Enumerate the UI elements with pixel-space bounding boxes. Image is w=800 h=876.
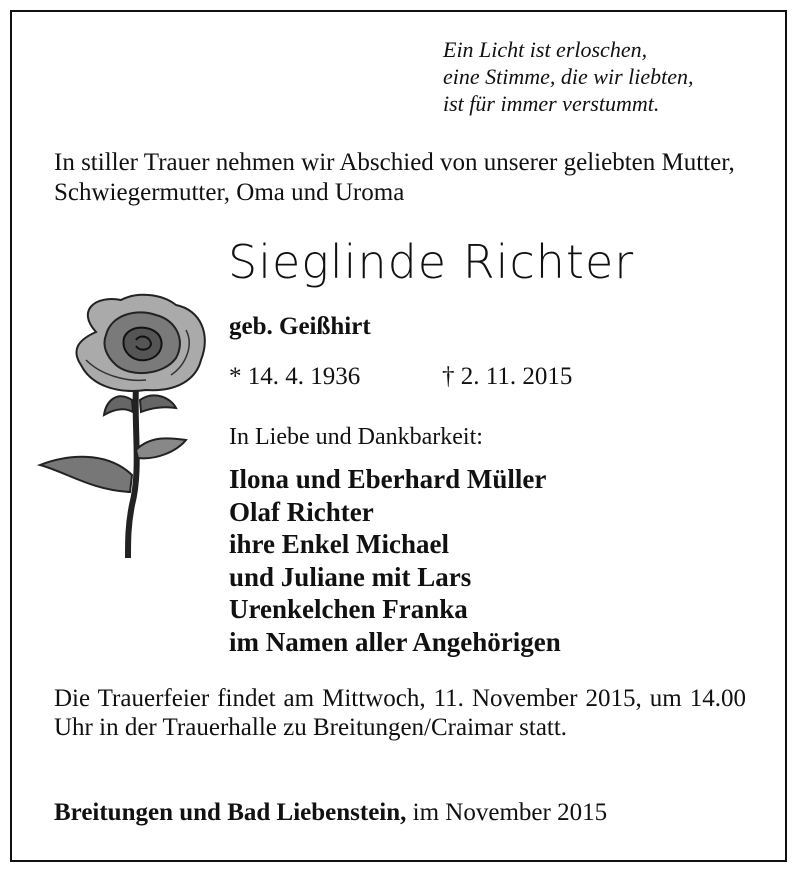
place-date: im November 2015 — [406, 799, 608, 826]
maiden-name: geb. Geißhirt — [229, 313, 371, 340]
mourner-line: Urenkelchen Franka — [229, 594, 468, 624]
poem-line: eine Stimme, die wir liebten, — [443, 64, 694, 89]
mourner-line: und Juliane mit Lars — [229, 561, 472, 592]
poem-line: Ein Licht ist erloschen, — [443, 37, 648, 62]
deceased-name: Sieglinde Richter — [228, 235, 635, 289]
death-date: † 2. 11. 2015 — [442, 363, 573, 390]
intro-text: In stiller Trauer nehmen wir Abschied von unserer geliebten Mutter, Schwiegermutter, Oma und Uroma — [54, 149, 735, 206]
poem-line: ist für immer verstummt. — [443, 91, 660, 116]
mourner-line: Ilona und Eberhard Müller — [229, 464, 547, 494]
service-info: Die Trauerfeier findet am Mittwoch, 11. November 2015, um 14.00 Uhr in der Trauerhalle zu Breitungen/Craimar statt. — [54, 685, 746, 741]
rose-icon — [36, 290, 216, 560]
place-names: Breitungen und Bad Liebenstein, — [54, 799, 407, 826]
poem — [443, 36, 694, 117]
mourner-line: ihre Enkel Michael — [229, 529, 449, 559]
mourner-line: im Namen aller Angehörigen — [229, 626, 561, 657]
birth-date: * 14. 4. 1936 — [229, 363, 361, 390]
mourners-list — [229, 463, 561, 658]
mourner-line: Olaf Richter — [229, 496, 374, 527]
place-date-line — [54, 799, 607, 827]
thanks-line: In Liebe und Dankbarkeit: — [229, 424, 483, 450]
